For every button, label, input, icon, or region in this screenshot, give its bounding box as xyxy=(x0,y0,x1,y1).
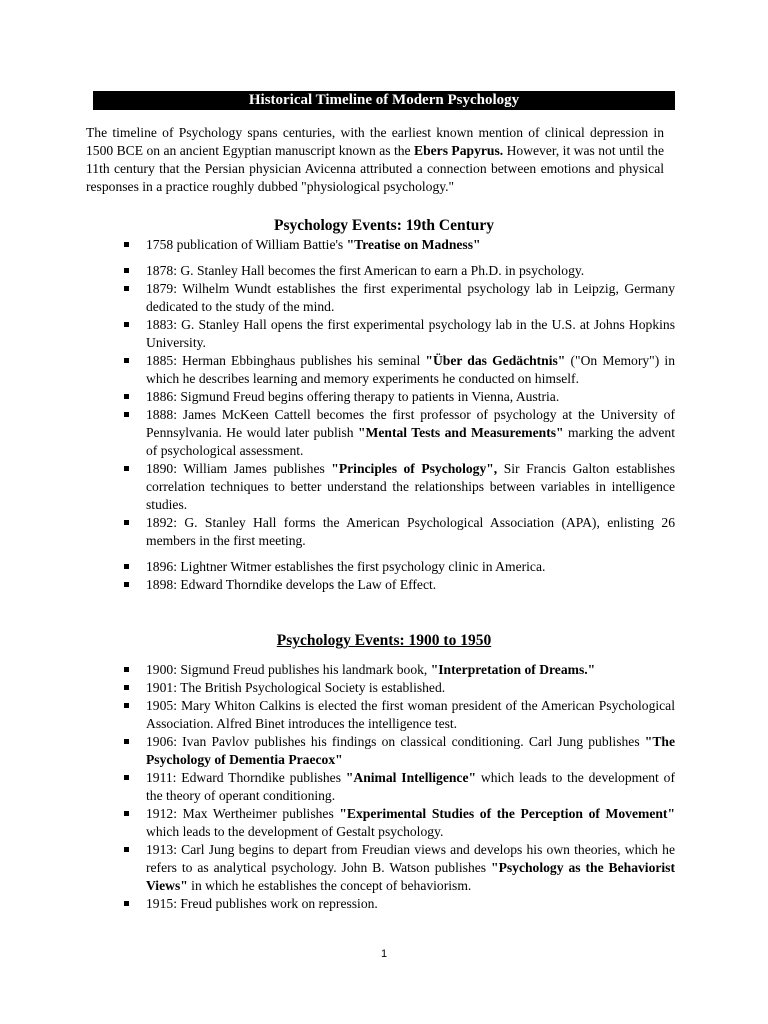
item-text: 1912: Max Wertheimer publishes xyxy=(146,806,340,821)
bullet-icon xyxy=(124,466,129,471)
item-text: 1906: Ivan Pavlov publishes his findings on classical conditioning. Carl Jung publishes xyxy=(146,734,645,749)
timeline-item xyxy=(146,661,675,679)
page-number: 1 xyxy=(380,948,388,960)
timeline-item xyxy=(146,841,675,895)
item-text: 1890: William James publishes xyxy=(146,461,332,476)
bullet-icon xyxy=(124,685,129,690)
item-text: 1898: Edward Thorndike develops the Law of Effect. xyxy=(146,577,437,592)
item-bold-title: "Psychology as the Behaviorist Views" xyxy=(146,860,675,893)
section-heading-1900-1950-text: Psychology Events: 1900 to 1950 xyxy=(276,632,492,649)
bullet-icon xyxy=(124,520,129,525)
item-text: 1892: G. Stanley Hall forms the American Psychological Association (APA), enlisting 26 members in the first meeting. xyxy=(146,515,675,548)
bullet-icon xyxy=(124,286,129,291)
item-text: 1878: G. Stanley Hall becomes the first American to earn a Ph.D. in psychology. xyxy=(146,263,585,278)
bullet-icon xyxy=(124,564,129,569)
item-text: 1885: Herman Ebbinghaus publishes his seminal xyxy=(146,353,426,368)
item-text: 1886: Sigmund Freud begins offering therapy to patients in Vienna, Austria. xyxy=(146,389,560,404)
section-heading-19th-century xyxy=(0,217,768,235)
intro-text-2: However, it was not until the 11th century that the Persian physician Avicenna attributed a connection between emotions and physical responses in a practice roughly dubbed "physiological psychology." xyxy=(86,143,664,194)
item-text-after: Sir Francis Galton establishes correlation techniques to better understand the relationships between variables in intelligence studies. xyxy=(146,461,675,512)
item-bold-title: "The Psychology of Dementia Praecox" xyxy=(146,734,675,767)
item-text: 1883: G. Stanley Hall opens the first experimental psychology lab in the U.S. at Johns Hopkins University. xyxy=(146,317,675,350)
bullet-icon xyxy=(124,811,129,816)
item-text-after: in which he establishes the concept of behaviorism. xyxy=(187,878,472,893)
timeline-item xyxy=(146,895,675,913)
timeline-item xyxy=(146,679,675,697)
item-text-after: which leads to the development of the theory of operant conditioning. xyxy=(146,770,676,803)
bullet-icon xyxy=(124,901,129,906)
timeline-item xyxy=(146,697,675,733)
timeline-item xyxy=(146,805,675,841)
item-text: 1913: Carl Jung begins to depart from Freudian views and develops his own theories, which he refers to as analytical psychology. John B. Watson publishes xyxy=(146,842,675,875)
bullet-icon xyxy=(124,322,129,327)
timeline-item xyxy=(146,262,675,280)
bullet-icon xyxy=(124,268,129,273)
item-text: 1900: Sigmund Freud publishes his landmark book, xyxy=(146,662,431,677)
timeline-item xyxy=(146,460,675,514)
item-bold-title: "Animal Intelligence" xyxy=(345,770,477,785)
timeline-item xyxy=(146,352,675,388)
timeline-item xyxy=(146,514,675,550)
timeline-item xyxy=(146,280,675,316)
item-text: 1879: Wilhelm Wundt establishes the first experimental psychology lab in Leipzig, Germany dedicated to the study of the mind. xyxy=(146,281,675,314)
bullet-icon xyxy=(124,582,129,587)
timeline-list-19th-century xyxy=(146,236,675,594)
item-text: 1888: James McKeen Cattell becomes the first professor of psychology at the University of Pennsylvania. He would later publish xyxy=(146,407,675,440)
item-bold-title: "Mental Tests and Measurements" xyxy=(358,425,564,440)
timeline-item xyxy=(146,388,675,406)
item-bold-title: "Über das Gedächtnis" xyxy=(425,353,566,368)
intro-text-1: The timeline of Psychology spans centuries, with the earliest known mention of clinical depression in 1500 BCE on an ancient Egyptian manuscript known as the xyxy=(86,125,664,158)
timeline-item xyxy=(146,558,675,576)
item-text: 1905: Mary Whiton Calkins is elected the first woman president of the American Psychological Association. Alfred Binet introduces the intelligence test. xyxy=(146,698,675,731)
bullet-icon xyxy=(124,394,129,399)
bullet-icon xyxy=(124,242,129,247)
page-title: Historical Timeline of Modern Psychology xyxy=(93,91,675,110)
item-text-after: ("On Memory") in which he describes learning and memory experiments he conducted on himself. xyxy=(146,353,675,386)
item-bold-title: "Interpretation of Dreams." xyxy=(430,662,596,677)
bullet-icon xyxy=(124,412,129,417)
item-text-after: which leads to the development of Gestalt psychology. xyxy=(146,824,444,839)
intro-paragraph xyxy=(86,124,664,196)
timeline-item xyxy=(146,576,675,594)
timeline-item xyxy=(146,236,675,254)
item-bold-title: "Treatise on Madness" xyxy=(346,237,481,252)
timeline-item xyxy=(146,733,675,769)
timeline-item xyxy=(146,769,675,805)
timeline-item xyxy=(146,316,675,352)
bullet-icon xyxy=(124,703,129,708)
section-heading-1900-1950 xyxy=(0,632,768,650)
bullet-icon xyxy=(124,667,129,672)
bullet-icon xyxy=(124,775,129,780)
item-text-after: marking the advent of psychological assessment. xyxy=(146,425,675,458)
timeline-item xyxy=(146,406,675,460)
bullet-icon xyxy=(124,739,129,744)
item-text: 1896: Lightner Witmer establishes the first psychology clinic in America. xyxy=(146,559,546,574)
item-text: 1901: The British Psychological Society is established. xyxy=(146,680,446,695)
section-heading-19th-century-text: Psychology Events: 19th Century xyxy=(273,217,494,234)
item-text: 1911: Edward Thorndike publishes xyxy=(146,770,346,785)
item-bold-title: "Experimental Studies of the Perception of Movement" xyxy=(339,806,675,821)
item-bold-title: "Principles of Psychology", xyxy=(331,461,498,476)
bullet-icon xyxy=(124,358,129,363)
timeline-list-1900-1950 xyxy=(146,661,675,913)
item-text: 1758 publication of William Battie's xyxy=(146,237,347,252)
bullet-icon xyxy=(124,847,129,852)
item-text: 1915: Freud publishes work on repression. xyxy=(146,896,378,911)
intro-bold-ebers: Ebers Papyrus. xyxy=(414,143,504,158)
